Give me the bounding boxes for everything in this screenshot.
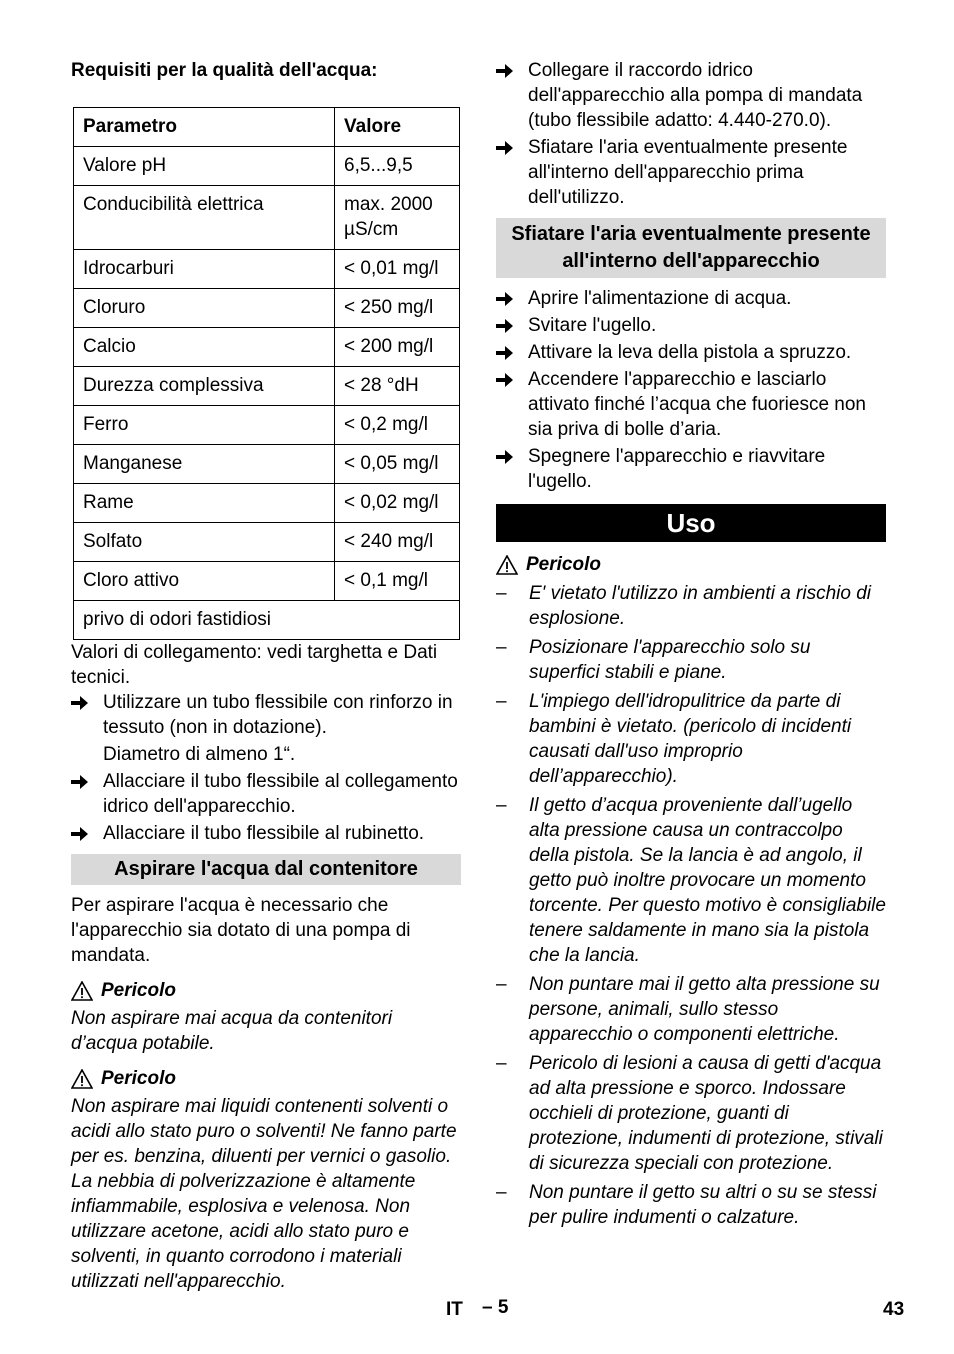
list-item [71, 690, 461, 740]
list-item [496, 135, 886, 210]
danger-item-text: Posizionare l'apparecchio solo su superfici stabili e piane. [529, 637, 811, 683]
danger-label: Pericolo [101, 980, 176, 1001]
step-text: Sfiatare l'aria eventualmente presente all'interno dell'apparecchio prima dell'utilizzo. [528, 137, 848, 208]
table-row [74, 484, 460, 523]
list-item [496, 972, 886, 1047]
arrow-right-icon [71, 826, 89, 842]
table-row [74, 289, 460, 328]
parameter-cell: Manganese [74, 445, 335, 484]
table-row [74, 601, 460, 640]
suction-heading: Aspirare l'acqua dal contenitore [71, 854, 461, 885]
list-item [496, 635, 886, 685]
danger-item-text: L'impiego dell'idropulitrice da parte di bambini è vietato. (pericolo di incidenti causati dall'uso improprio dell’apparecchio). [529, 691, 852, 787]
danger-item-text: Non puntare il getto su altri o su se stessi per pulire indumenti o calzature. [529, 1182, 877, 1228]
parameter-cell: Ferro [74, 406, 335, 445]
arrow-right-icon [496, 345, 514, 361]
parameter-cell: Cloruro [74, 289, 335, 328]
list-item [496, 58, 886, 133]
danger-label: Pericolo [101, 1068, 176, 1089]
dash-bullet: – [496, 637, 507, 658]
parameter-cell: Idrocarburi [74, 250, 335, 289]
value-cell: < 250 mg/l [335, 289, 460, 328]
danger-title-uso [496, 552, 886, 577]
table-header-cell: Valore [335, 108, 460, 147]
step-text: Svitare l'ugello. [528, 315, 657, 336]
uso-heading: Uso [496, 504, 886, 542]
step-text: Collegare il raccordo idrico dell'apparecchio alla pompa di mandata (tubo flessibile adatto: 4.440-270.0). [528, 60, 863, 131]
dash-bullet: – [496, 691, 507, 712]
diameter-note: Diametro di almeno 1“. [103, 744, 296, 765]
list-item [71, 821, 461, 846]
arrow-right-icon [496, 372, 514, 388]
parameter-cell: Valore pH [74, 147, 335, 186]
dash-bullet: – [496, 795, 507, 816]
pump-steps [496, 58, 886, 210]
list-item [496, 581, 886, 631]
connection-values-text: Valori di collegamento: vedi targhetta e Dati tecnici. [71, 642, 438, 688]
step-text: Utilizzare un tubo flessibile con rinforzo in tessuto (non in dotazione). [103, 692, 453, 738]
value-cell: < 0,05 mg/l [335, 445, 460, 484]
value-cell: < 28 °dH [335, 367, 460, 406]
arrow-right-icon [496, 291, 514, 307]
list-item [71, 769, 461, 819]
arrow-right-icon [71, 695, 89, 711]
value-cell: < 240 mg/l [335, 523, 460, 562]
table-row [74, 328, 460, 367]
list-item [496, 286, 886, 311]
table-row [74, 445, 460, 484]
value-cell: < 200 mg/l [335, 328, 460, 367]
bleed-steps [496, 286, 886, 494]
warning-icon [71, 1069, 93, 1089]
dash-bullet: – [496, 583, 507, 604]
step-text: Spegnere l'apparecchio e riavvitare l'ugello. [528, 446, 826, 492]
danger-text: Non aspirare mai acqua da contenitori d’acqua potabile. [71, 1008, 393, 1054]
table-body [74, 147, 460, 601]
value-cell: 6,5...9,5 [335, 147, 460, 186]
table-footer-cell: privo di odori fastidiosi [74, 601, 460, 640]
list-item [496, 340, 886, 365]
water-quality-table [73, 107, 460, 640]
value-cell: max. 2000 µS/cm [335, 186, 460, 250]
step-text: Aprire l'alimentazione di acqua. [528, 288, 792, 309]
arrow-right-icon [496, 63, 514, 79]
danger-text-2: Non aspirare mai liquidi contenenti solventi o acidi allo stato puro o solventi! Ne fanno parte per es. benzina, diluenti per vernici o gasolio. La nebbia di polverizzazione è altamente infiammabile, esplosiva e velenosa. Non utilizzare acetone, acidi allo stato puro e solventi, in quanto corrodono i materiali utilizzati nell'apparecchio. [71, 1096, 457, 1292]
list-item [496, 313, 886, 338]
step-text: Accendere l'apparecchio e lasciarlo attivato finché l’acqua che fuoriesce non sia priva di bolle d’aria. [528, 369, 866, 440]
arrow-right-icon [496, 449, 514, 465]
parameter-cell: Durezza complessiva [74, 367, 335, 406]
left-column [71, 58, 461, 1294]
dash-bullet: – [496, 1182, 507, 1203]
footer-section-page: – 5 [482, 1297, 509, 1318]
list-item [496, 444, 886, 494]
footer-language: IT [446, 1299, 463, 1320]
danger-item-text: Il getto d’acqua proveniente dall’ugello alta pressione causa un contraccolpo della pistola. Se la lancia è ad angolo, il getto può inoltre provocare un momento torcente. Per questo motivo è consigliabile tenere saldamente in mano sia la pistola che la lancia. [529, 795, 886, 966]
table-row [74, 367, 460, 406]
value-cell: < 0,01 mg/l [335, 250, 460, 289]
arrow-right-icon [496, 318, 514, 334]
table-row [74, 406, 460, 445]
parameter-cell: Conducibilità elettrica [74, 186, 335, 250]
parameter-cell: Rame [74, 484, 335, 523]
danger-title [71, 978, 461, 1003]
parameter-cell: Cloro attivo [74, 562, 335, 601]
list-item [496, 1180, 886, 1230]
list-item [496, 367, 886, 442]
connection-steps-2 [71, 769, 461, 846]
footer-page-number: 43 [883, 1299, 905, 1320]
warning-icon [496, 555, 518, 575]
dash-bullet: – [496, 1053, 507, 1074]
bleed-heading: Sfiatare l'aria eventualmente presente all'interno dell'apparecchio [496, 218, 886, 278]
table-row [74, 186, 460, 250]
requirements-title: Requisiti per la qualità dell'acqua: [71, 60, 378, 81]
table-row [74, 147, 460, 186]
table-header-cell: Parametro [74, 108, 335, 147]
warning-icon [71, 981, 93, 1001]
parameter-cell: Calcio [74, 328, 335, 367]
table-row [74, 250, 460, 289]
step-text: Allacciare il tubo flessibile al rubinetto. [103, 823, 425, 844]
danger-label: Pericolo [526, 554, 601, 575]
table-row [74, 562, 460, 601]
arrow-right-icon [496, 140, 514, 156]
danger-item-text: Non puntare mai il getto alta pressione su persone, animali, sullo stesso apparecchio o componenti elettriche. [529, 974, 880, 1045]
suction-text: Per aspirare l'acqua è necessario che l'apparecchio sia dotato di una pompa di mandata. [71, 895, 411, 966]
danger-item-text: E' vietato l'utilizzo in ambienti a rischio di esplosione. [529, 583, 872, 629]
value-cell: < 0,2 mg/l [335, 406, 460, 445]
list-item [496, 793, 886, 968]
arrow-right-icon [71, 774, 89, 790]
danger-item-text: Pericolo di lesioni a causa di getti d'acqua ad alta pressione e sporco. Indossare occhieli di protezione, guanti di protezione, indumenti di protezione, stivali di sicurezza speciali con protezione. [529, 1053, 883, 1174]
table-header-row [74, 108, 460, 147]
right-column [496, 58, 886, 1234]
connection-steps [71, 690, 461, 740]
step-text: Allacciare il tubo flessibile al collegamento idrico dell'apparecchio. [103, 771, 458, 817]
step-text: Attivare la leva della pistola a spruzzo. [528, 342, 852, 363]
table-row [74, 523, 460, 562]
value-cell: < 0,1 mg/l [335, 562, 460, 601]
danger-title-2 [71, 1066, 461, 1091]
value-cell: < 0,02 mg/l [335, 484, 460, 523]
list-item [496, 689, 886, 789]
dash-bullet: – [496, 974, 507, 995]
parameter-cell: Solfato [74, 523, 335, 562]
list-item [496, 1051, 886, 1176]
danger-list [496, 581, 886, 1230]
